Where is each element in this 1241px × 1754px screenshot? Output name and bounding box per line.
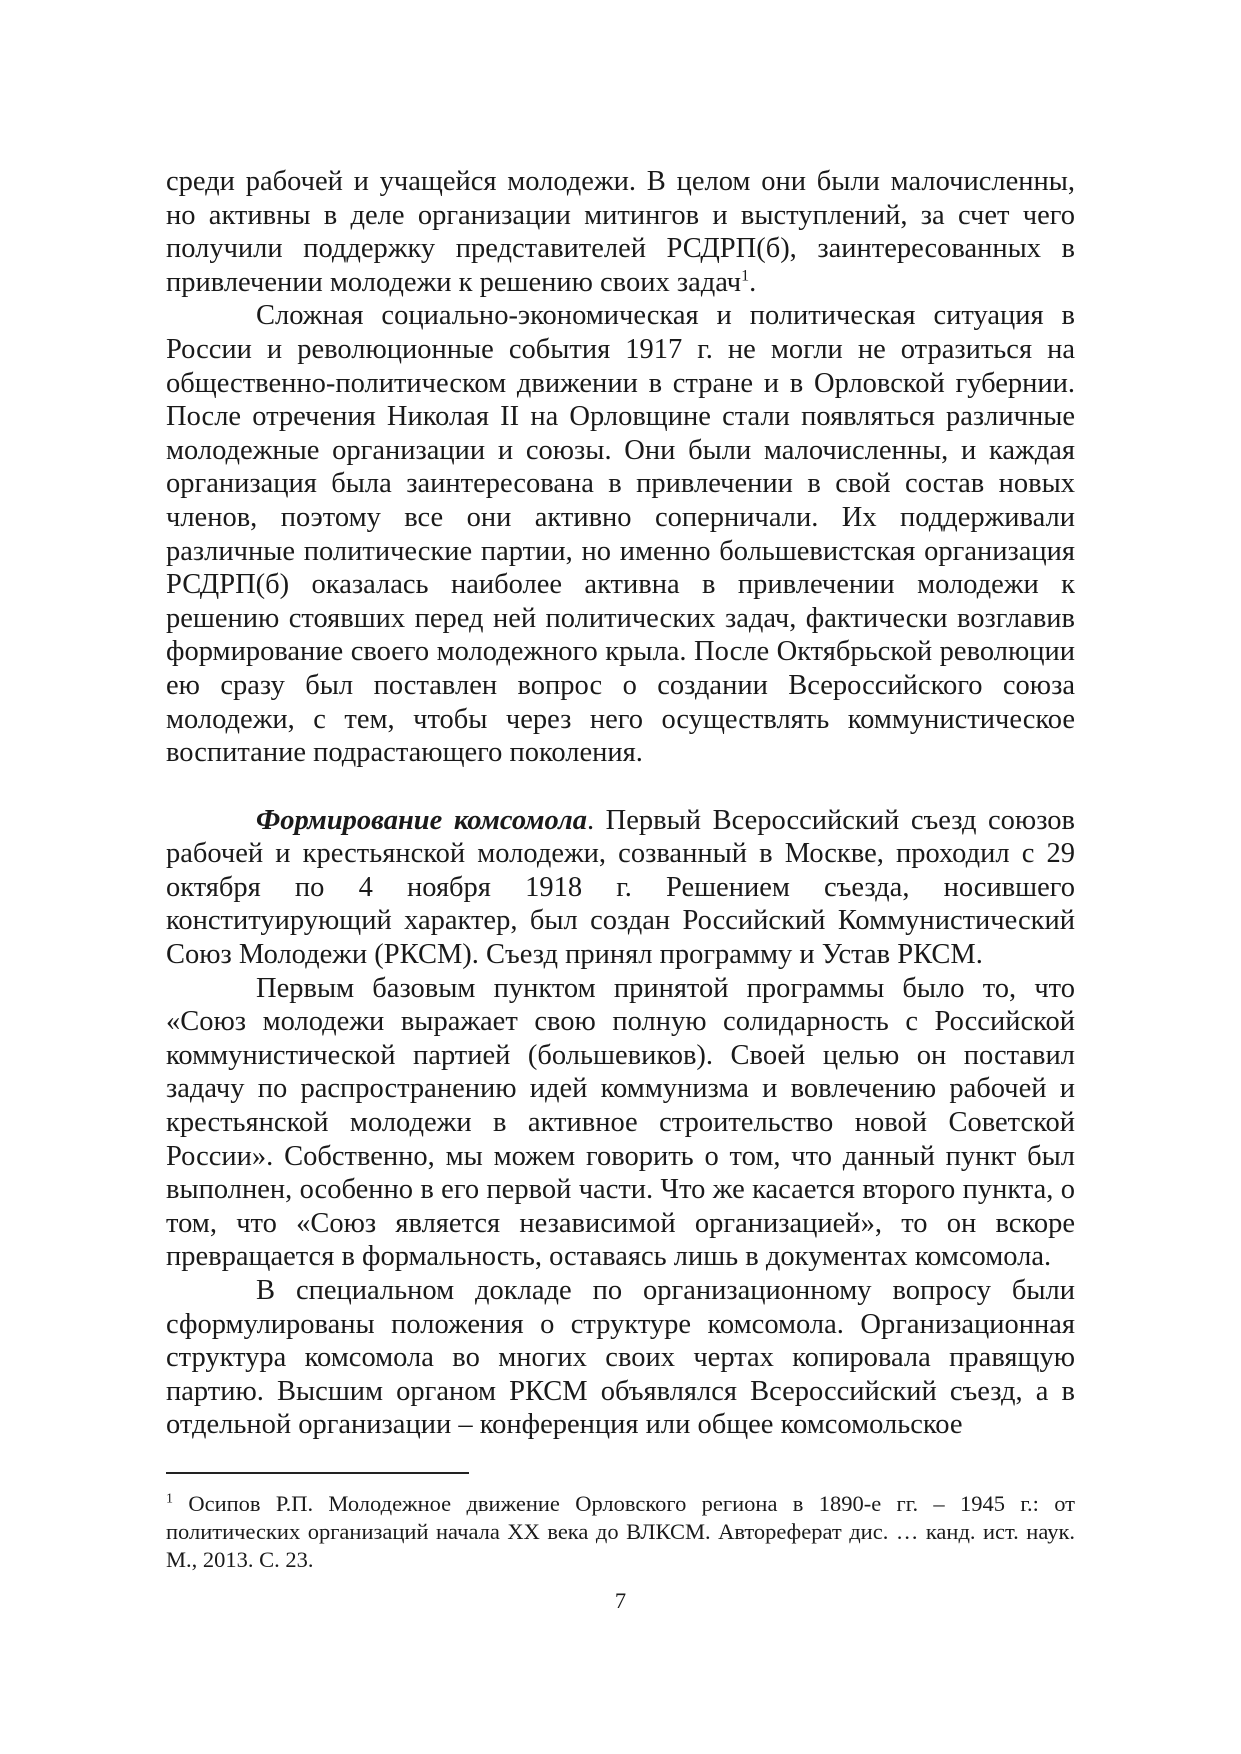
footnote-text: Осипов Р.П. Молодежное движение Орловского региона в 1890-е гг. – 1945 г.: от политических организаций начала XX века до ВЛКСМ. Автореферат дис. … канд. ист. наук. М., 2013. С. 23.: [166, 1491, 1076, 1572]
footnote-number: 1: [166, 1491, 173, 1507]
paragraph-3-text: . Первый Всероссийский съезд союзов рабочей и крестьянской молодежи, созванный в Москве, проходил с 29 октября по 4 ноября 1918 г. Решением съезда, носившего конституирующий характер, был создан Российский Коммунистический Союз Молодежи (РКСМ). Съезд принял программу и Устав РКСМ.: [166, 804, 1076, 971]
paragraph-5: В специальном докладе по организационному вопросу были сформулированы положения о структуре комсомола. Организационная структура комсомола во многих своих чертах копировала правящую партию. Высшим органом РКСМ объявлялся Всероссийский съезд, а в отдельной организации – конференция или общее комсомольское: [166, 1275, 1075, 1441]
paragraph-4: Первым базовым пунктом принятой программы было то, что «Союз молодежи выражает свою полную солидарность с Российской коммунистической партией (большевиков). Своей целью он поставил задачу по распространению идей коммунизма и вовлечению рабочей и крестьянской молодежи в активное строительство новой Советской России». Собственно, мы можем говорить о том, что данный пункт был выполнен, особенно в его первой части. Что же касается второго пункта, о том, что «Союз является независимой организацией», то он вскоре превращается в формальность, оставаясь лишь в документах комсомола.: [166, 972, 1075, 1273]
paragraph-1: [166, 165, 1075, 299]
paragraph-3: [166, 804, 1075, 972]
paragraph-1-end: .: [749, 266, 757, 298]
section-gap: [166, 770, 1075, 804]
footnote-reference[interactable]: 1: [741, 267, 750, 285]
paragraph-2: Сложная социально-экономическая и политическая ситуация в России и революционные события 1917 г. не могли не отразиться на общественно-политическом движении в стране и в Орловской губернии. После отречения Николая II на Орловщине стали появляться различные молодежные организации и союзы. Они были малочисленны, и каждая организация была заинтересована в привлечении в свой состав новых членов, поэтому все они активно соперничали. Их поддерживали различные политические партии, но именно большевистская организация РСДРП(б) оказалась наиболее активна в привлечении молодежи к решению стоявших перед ней политических задач, фактически возглавив формирование своего молодежного крыла. После Октябрьской революции ею сразу был поставлен вопрос о создании Всероссийского союза молодежи, с тем, чтобы через него осуществлять коммунистическое воспитание подрастающего поколения.: [166, 300, 1075, 769]
footnote-divider: [166, 1472, 469, 1474]
footnote: [166, 1490, 1075, 1574]
section-title: Формирование комсомола: [256, 804, 587, 836]
page-number: 7: [614, 1588, 627, 1613]
paragraph-1-text: среди рабочей и учащейся молодежи. В целом они были малочисленны, но активны в деле организации митингов и выступлений, за счет чего получили поддержку представителей РСДРП(б), заинтересованных в привлечении молодежи к решению своих задач: [166, 166, 1075, 298]
page-body: [166, 165, 1075, 1442]
